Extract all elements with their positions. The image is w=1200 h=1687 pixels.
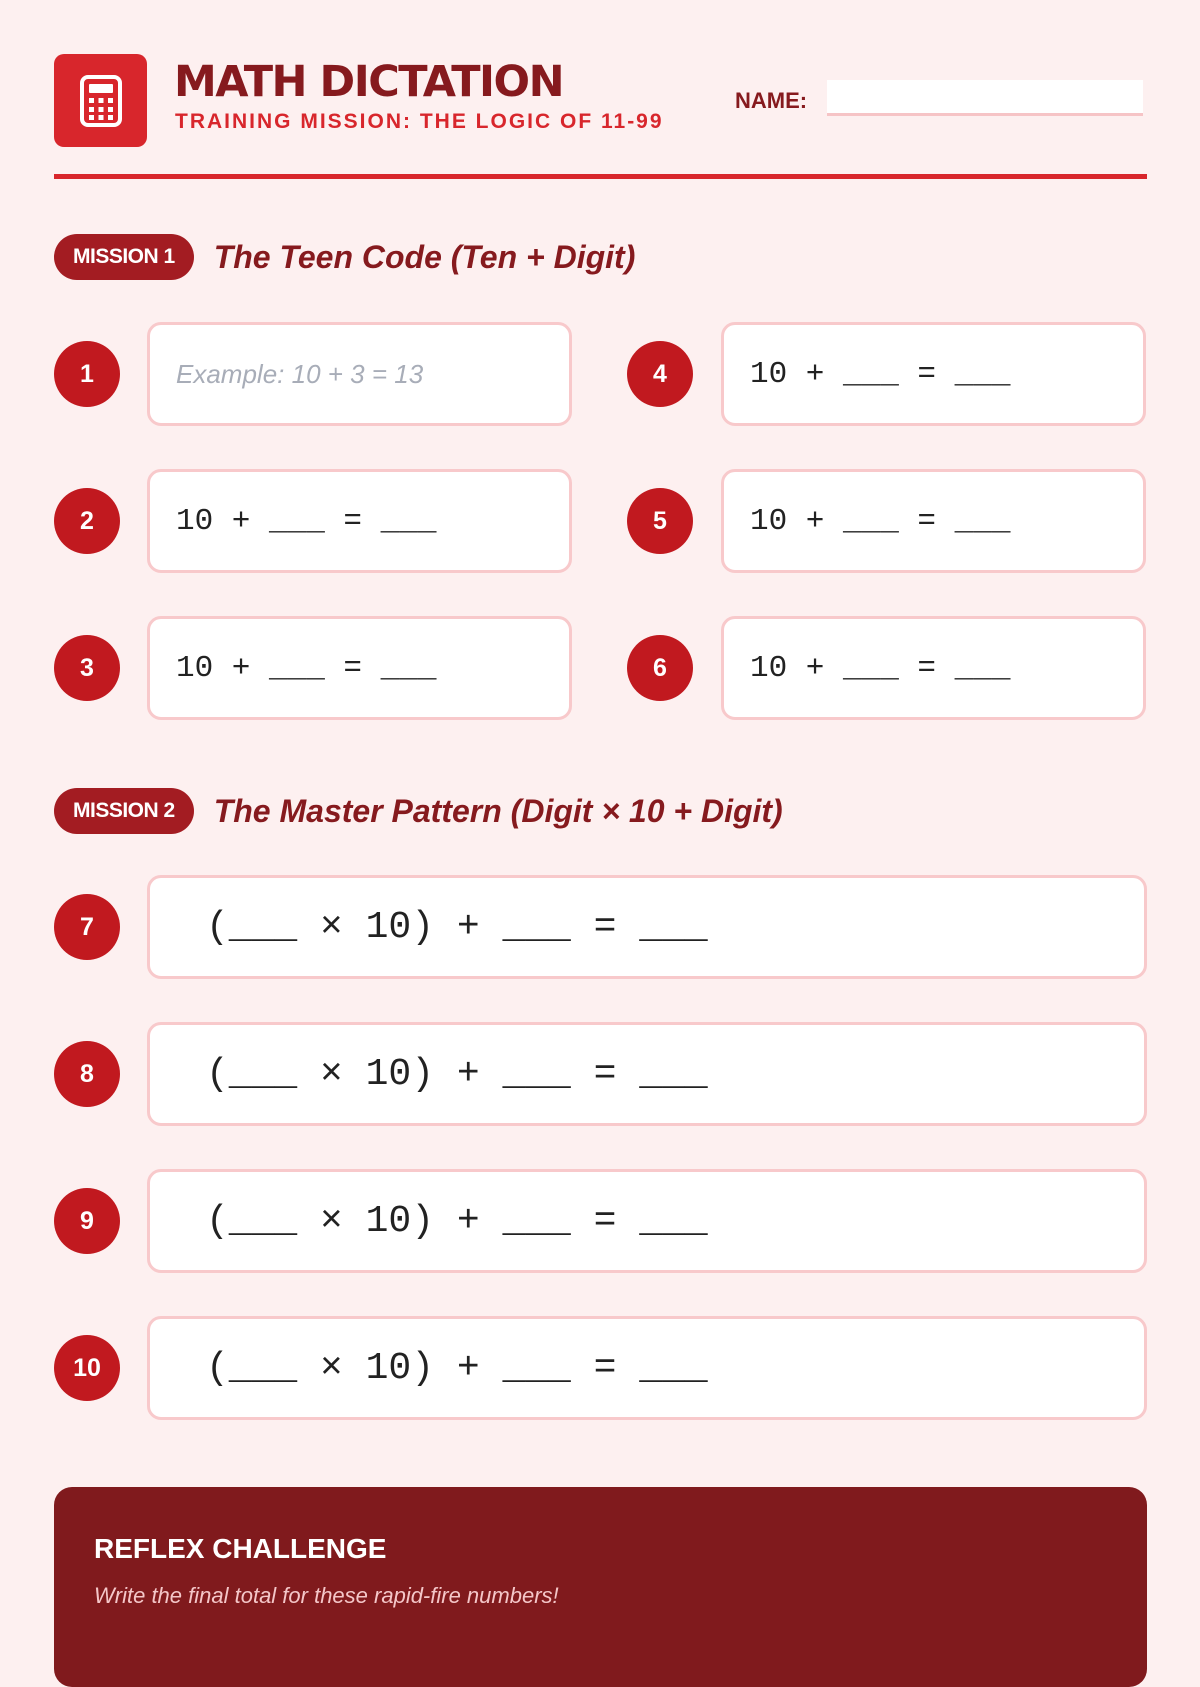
problem-number: 5 <box>627 488 693 554</box>
name-field[interactable] <box>827 80 1143 116</box>
problem-number: 6 <box>627 635 693 701</box>
header <box>54 54 1147 148</box>
problem-number: 9 <box>54 1188 120 1254</box>
equation: (___ × 10) + ___ = ___ <box>206 905 708 949</box>
mission-1-badge: MISSION 1 <box>54 234 194 280</box>
reflex-challenge-title: REFLEX CHALLENGE <box>94 1533 387 1564</box>
answer-box-10[interactable] <box>147 1316 1147 1420</box>
mission-2-badge: MISSION 2 <box>54 788 194 834</box>
equation: 10 + ___ = ___ <box>750 356 1011 392</box>
answer-box-1[interactable] <box>147 322 572 426</box>
problem-number: 10 <box>54 1335 120 1401</box>
equation: (___ × 10) + ___ = ___ <box>206 1199 708 1243</box>
mission-2-title: The Master Pattern (Digit × 10 + Digit) <box>213 792 783 829</box>
equation: (___ × 10) + ___ = ___ <box>206 1052 708 1096</box>
problem-number: 3 <box>54 635 120 701</box>
problem-number: 1 <box>54 341 120 407</box>
mission-2-heading <box>54 788 783 834</box>
problem-number: 7 <box>54 894 120 960</box>
mission-1-heading <box>54 234 635 280</box>
problem-number: 4 <box>627 341 693 407</box>
reflex-challenge-panel <box>54 1487 1147 1687</box>
calculator-icon <box>54 54 147 147</box>
page-subtitle: TRAINING MISSION: THE LOGIC OF 11-99 <box>175 110 664 133</box>
example-hint: Example: 10 + 3 = 13 <box>176 358 424 389</box>
equation: 10 + ___ = ___ <box>750 503 1011 539</box>
answer-box-7[interactable] <box>147 875 1147 979</box>
answer-box-4[interactable] <box>721 322 1146 426</box>
answer-box-8[interactable] <box>147 1022 1147 1126</box>
problem-number: 8 <box>54 1041 120 1107</box>
answer-box-6[interactable] <box>721 616 1146 720</box>
equation: 10 + ___ = ___ <box>176 503 437 539</box>
answer-box-9[interactable] <box>147 1169 1147 1273</box>
mission-1-title: The Teen Code (Ten + Digit) <box>213 238 636 275</box>
answer-box-2[interactable] <box>147 469 572 573</box>
header-divider <box>54 174 1147 179</box>
page-title: MATH DICTATION <box>174 57 564 107</box>
name-label: NAME: <box>735 88 808 113</box>
equation: (___ × 10) + ___ = ___ <box>206 1346 708 1390</box>
reflex-challenge-instructions: Write the final total for these rapid-fire numbers! <box>94 1583 559 1608</box>
answer-box-3[interactable] <box>147 616 572 720</box>
equation: 10 + ___ = ___ <box>176 650 437 686</box>
problem-number: 2 <box>54 488 120 554</box>
answer-box-5[interactable] <box>721 469 1146 573</box>
equation: 10 + ___ = ___ <box>750 650 1011 686</box>
worksheet-page <box>54 0 1147 1608</box>
